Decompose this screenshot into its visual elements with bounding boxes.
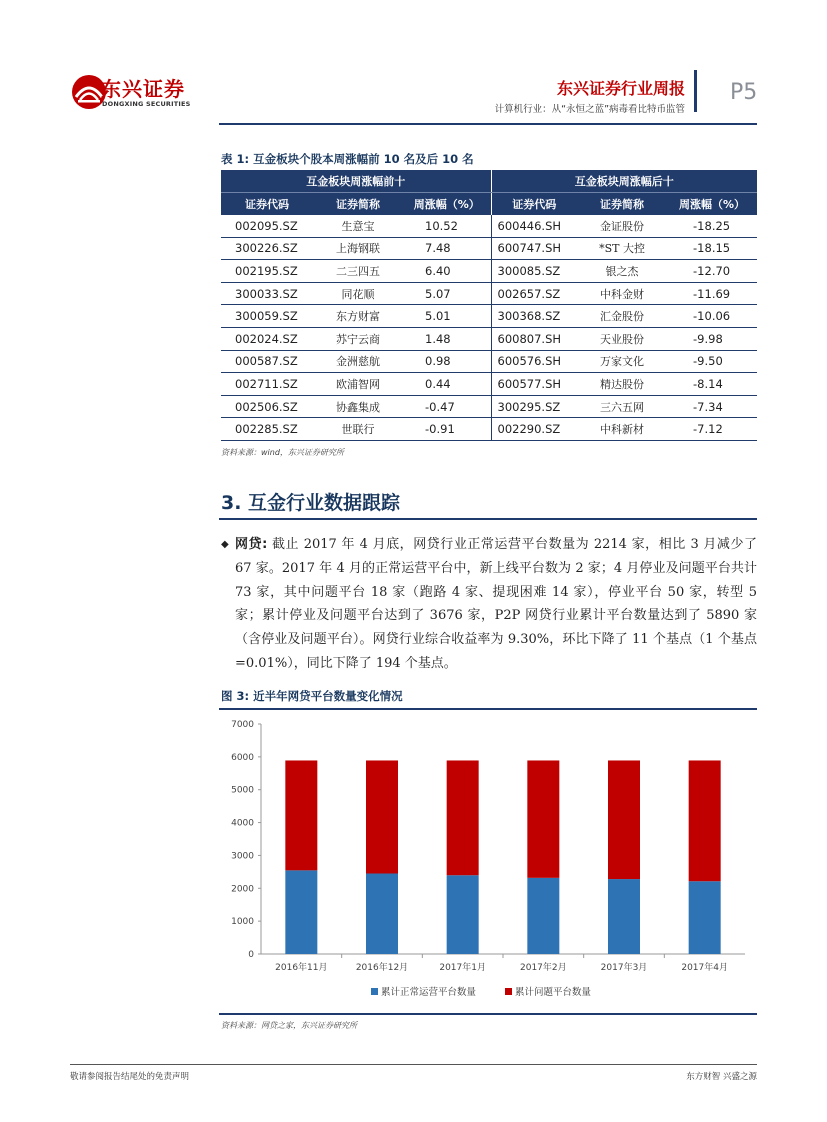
table-row — [221, 418, 757, 441]
table-source: 资料来源：wind，东兴证券研究所 — [221, 448, 344, 457]
table-cell: 欧浦智网 — [313, 373, 403, 396]
table-cell: 300059.SZ — [221, 305, 313, 328]
bar-normal-platforms — [608, 879, 640, 954]
table-cell: -9.50 — [667, 350, 757, 373]
figure-source: 资料来源：网贷之家，东兴证券研究所 — [221, 1021, 357, 1030]
section-title: 3. 互金行业数据跟踪 — [221, 492, 401, 514]
section-rule — [219, 518, 757, 520]
table-cell: -0.47 — [403, 395, 491, 418]
table-cell: -18.15 — [667, 237, 757, 260]
table-cell: -18.25 — [667, 215, 757, 237]
x-tick-label: 2017年2月 — [520, 963, 567, 973]
table-row — [221, 350, 757, 373]
stock-gain-table — [221, 170, 757, 441]
table-row — [221, 237, 757, 260]
table-cell: 三六五网 — [577, 395, 667, 418]
figure-top-rule — [219, 708, 757, 710]
table-cell: 上海钢联 — [313, 237, 403, 260]
table-cell: 600576.SH — [491, 350, 577, 373]
table-cell: 金洲慈航 — [313, 350, 403, 373]
column-header: 周涨幅（%） — [403, 193, 491, 216]
logo-text-en: DONGXING SECURITIES — [102, 100, 191, 108]
table-cell: 300295.SZ — [491, 395, 577, 418]
table-cell: 7.48 — [403, 237, 491, 260]
y-tick-label: 0 — [248, 950, 254, 960]
group-header-top: 互金板块周涨幅前十 — [221, 170, 491, 193]
x-tick-label: 2017年3月 — [600, 963, 648, 973]
report-subtitle: 计算机行业：从“永恒之蓝”病毒看比特币监管 — [494, 104, 685, 115]
bar-normal-platforms — [527, 878, 559, 954]
x-tick-label: 2017年1月 — [439, 963, 486, 973]
bullet-icon: ◆ — [221, 539, 229, 550]
table-cell: 002290.SZ — [491, 418, 577, 441]
header-divider — [694, 70, 697, 112]
x-tick-label: 2016年12月 — [355, 963, 409, 973]
bar-normal-platforms — [366, 874, 398, 955]
column-header: 周涨幅（%） — [667, 193, 757, 216]
table-cell: 东方财富 — [313, 305, 403, 328]
table-cell: -12.70 — [667, 260, 757, 283]
footer-rule — [70, 1064, 757, 1065]
table-cell: -7.12 — [667, 418, 757, 441]
table-cell: 生意宝 — [313, 215, 403, 237]
footer-disclaimer: 敬请参阅报告结尾处的免责声明 — [70, 1072, 190, 1082]
column-header: 证券代码 — [221, 193, 313, 216]
report-title: 东兴证券行业周报 — [556, 79, 685, 98]
table-cell: 002657.SZ — [491, 282, 577, 305]
table-cell: 1.48 — [403, 327, 491, 350]
table-cell: -0.91 — [403, 418, 491, 441]
table-row — [221, 282, 757, 305]
table-cell: 300033.SZ — [221, 282, 313, 305]
table-cell: 银之杰 — [577, 260, 667, 283]
legend-swatch — [505, 988, 512, 995]
bar-normal-platforms — [447, 875, 479, 954]
table-caption: 表 1: 互金板块个股本周涨幅前 10 名及后 10 名 — [221, 152, 474, 166]
table-cell: -11.69 — [667, 282, 757, 305]
figure-bottom-rule — [219, 1013, 757, 1015]
header-rule — [219, 123, 757, 125]
table-cell: 中科金财 — [577, 282, 667, 305]
table-cell: 天业股份 — [577, 327, 667, 350]
platform-count-chart — [219, 712, 757, 1012]
table-cell: 金证股份 — [577, 215, 667, 237]
table-cell: 10.52 — [403, 215, 491, 237]
table-cell: 万家文化 — [577, 350, 667, 373]
table-cell: -9.98 — [667, 327, 757, 350]
y-tick-label: 5000 — [231, 785, 254, 796]
table-cell: 002195.SZ — [221, 260, 313, 283]
column-header: 证券简称 — [313, 193, 403, 216]
table-cell: 汇金股份 — [577, 305, 667, 328]
page-number: P5 — [730, 80, 758, 105]
table-cell: 002506.SZ — [221, 395, 313, 418]
footer-slogan: 东方财智 兴盛之源 — [686, 1072, 757, 1082]
table-cell: -8.14 — [667, 373, 757, 396]
table-cell: 002285.SZ — [221, 418, 313, 441]
table-cell: 300085.SZ — [491, 260, 577, 283]
table-cell: 600807.SH — [491, 327, 577, 350]
table-cell: 002711.SZ — [221, 373, 313, 396]
y-tick-label: 6000 — [231, 752, 254, 763]
p2p-paragraph — [235, 533, 757, 676]
table-row — [221, 395, 757, 418]
table-cell: 600747.SH — [491, 237, 577, 260]
table-row — [221, 260, 757, 283]
table-cell: 6.40 — [403, 260, 491, 283]
table-cell: 中科新材 — [577, 418, 667, 441]
table-cell: *ST 大控 — [577, 237, 667, 260]
column-header: 证券代码 — [491, 193, 577, 216]
group-header-bottom: 互金板块周涨幅后十 — [491, 170, 757, 193]
table-cell: 600577.SH — [491, 373, 577, 396]
bar-problem-platforms — [447, 760, 479, 875]
bar-normal-platforms — [689, 881, 721, 954]
column-header: 证券简称 — [577, 193, 667, 216]
bar-problem-platforms — [608, 760, 640, 879]
table-cell: 精达股份 — [577, 373, 667, 396]
legend-label: 累计正常运营平台数量 — [381, 987, 477, 998]
y-tick-label: 4000 — [231, 818, 254, 829]
table-cell: 世联行 — [313, 418, 403, 441]
bar-problem-platforms — [366, 760, 398, 873]
table-cell: 002095.SZ — [221, 215, 313, 237]
table-cell: 5.01 — [403, 305, 491, 328]
logo-text-cn: 东兴证券 — [101, 77, 185, 101]
table-cell: 协鑫集成 — [313, 395, 403, 418]
table-cell: 300226.SZ — [221, 237, 313, 260]
bar-problem-platforms — [689, 760, 721, 881]
table-cell: 0.98 — [403, 350, 491, 373]
table-cell: 5.07 — [403, 282, 491, 305]
table-row — [221, 327, 757, 350]
table-cell: 002024.SZ — [221, 327, 313, 350]
x-tick-label: 2016年11月 — [275, 963, 328, 973]
y-tick-label: 1000 — [231, 917, 254, 928]
y-tick-label: 7000 — [231, 720, 254, 730]
bar-problem-platforms — [527, 760, 559, 877]
table-cell: 苏宁云商 — [313, 327, 403, 350]
bar-normal-platforms — [285, 870, 317, 954]
y-tick-label: 2000 — [231, 884, 254, 895]
legend-swatch — [371, 988, 378, 995]
paragraph-lead: 网贷: — [235, 537, 268, 552]
table-cell: 同花顺 — [313, 282, 403, 305]
table-cell: 600446.SH — [491, 215, 577, 237]
x-tick-label: 2017年4月 — [681, 963, 728, 973]
figure-caption: 图 3: 近半年网贷平台数量变化情况 — [221, 689, 403, 703]
y-tick-label: 3000 — [231, 851, 254, 862]
table-cell: -7.34 — [667, 395, 757, 418]
table-cell: -10.06 — [667, 305, 757, 328]
table-row — [221, 215, 757, 237]
table-row — [221, 305, 757, 328]
table-cell: 300368.SZ — [491, 305, 577, 328]
table-cell: 0.44 — [403, 373, 491, 396]
table-row — [221, 373, 757, 396]
table-cell: 二三四五 — [313, 260, 403, 283]
table-cell: 000587.SZ — [221, 350, 313, 373]
table-body — [221, 215, 757, 440]
paragraph-text: 截止 2017 年 4 月底，网贷行业正常运营平台数量为 2214 家，相比 3 月减少了 67 家。2017 年 4 月的正常运营平台中，新上线平台数为 2 家；4 月停业及问题平台共计 73 家，其中问题平台 18 家（跑路 4 家、提现困难 14 家），停业平台 50 家，转型 5 家；累计停业及问题平台达到了 3676 家，P2P 网贷行业累计平台数量达到了 5890 家（含停业及问题平台）。网贷行业综合收益率为 9.30%，环比下降了 11 个基点（1 个基点=0.01%），同比下降了 194 个基点。 — [235, 537, 757, 671]
bar-problem-platforms — [285, 760, 317, 870]
legend-label: 累计问题平台数量 — [515, 987, 592, 998]
